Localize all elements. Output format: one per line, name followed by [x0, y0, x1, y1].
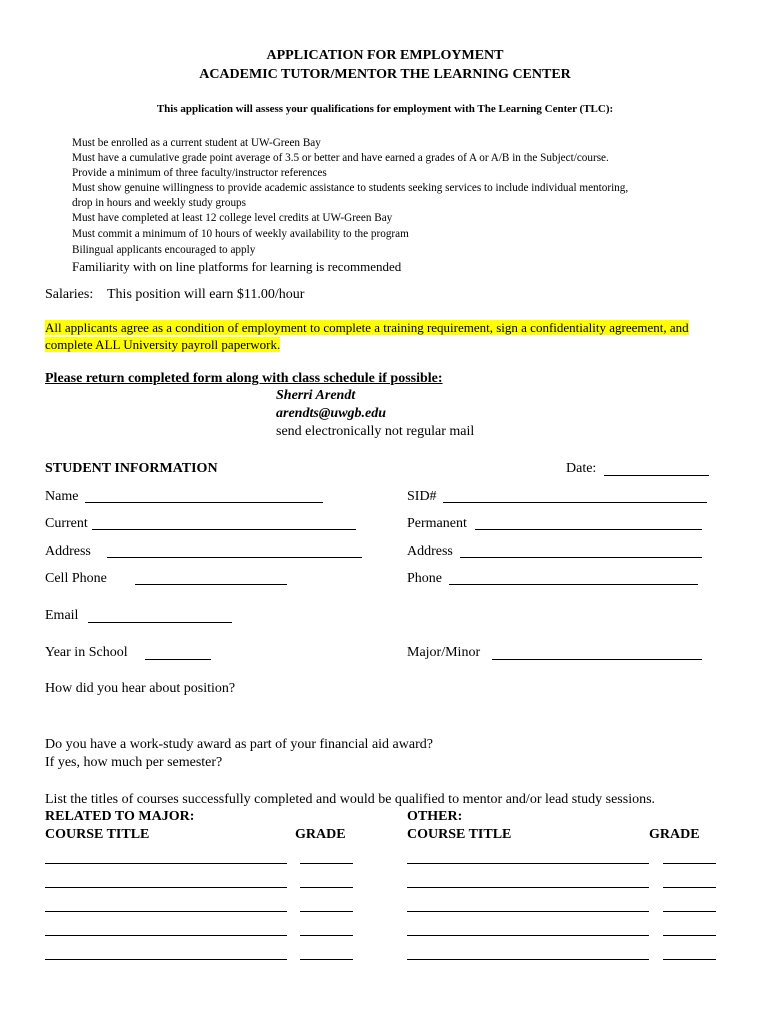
- other-grade-header: GRADE: [649, 827, 700, 842]
- form-title: APPLICATION FOR EMPLOYMENT: [266, 48, 504, 63]
- date-label: Date:: [566, 461, 597, 476]
- other-grade-field[interactable]: [663, 887, 716, 888]
- other-grade-field[interactable]: [663, 935, 716, 936]
- other-grade-field[interactable]: [663, 959, 716, 960]
- major-grade-field[interactable]: [300, 863, 353, 864]
- name-label: Name: [45, 489, 79, 504]
- notice-line: [45, 320, 689, 336]
- requirement-item: Must show genuine willingness to provide academic assistance to students seeking services to include individual mentoring,: [72, 182, 629, 194]
- cell-phone-field[interactable]: [135, 584, 287, 585]
- requirement-item: Must have completed at least 12 college level credits at UW-Green Bay: [72, 212, 393, 224]
- cell-phone-label: Cell Phone: [45, 571, 107, 586]
- requirement-item: Must commit a minimum of 10 hours of weekly availability to the program: [72, 228, 409, 240]
- form-subtitle: ACADEMIC TUTOR/MENTOR THE LEARNING CENTER: [199, 67, 571, 82]
- phone-label: Phone: [407, 571, 442, 586]
- contact-email: arendts@uwgb.edu: [276, 406, 387, 421]
- requirement-item: drop in hours and weekly study groups: [72, 197, 247, 209]
- major-course-title-field[interactable]: [45, 911, 287, 912]
- major-course-title-field[interactable]: [45, 959, 287, 960]
- permanent-address-field[interactable]: [460, 557, 702, 558]
- permanent-label: Permanent: [407, 516, 467, 531]
- major-grade-field[interactable]: [300, 935, 353, 936]
- work-study-question: Do you have a work-study award as part of your financial aid award?: [45, 737, 433, 752]
- major-minor-label: Major/Minor: [407, 645, 481, 660]
- major-course-title-field[interactable]: [45, 887, 287, 888]
- other-course-title-field[interactable]: [407, 935, 649, 936]
- phone-field[interactable]: [449, 584, 698, 585]
- email-field[interactable]: [88, 622, 232, 623]
- notice-text: All applicants agree as a condition of employment to complete a training requirement, sign a confidentiality agreement, and: [45, 320, 689, 335]
- requirement-item: Bilingual applicants encouraged to apply: [72, 244, 256, 256]
- other-course-title-header: COURSE TITLE: [407, 827, 512, 842]
- other-grade-field[interactable]: [663, 863, 716, 864]
- other-course-title-field[interactable]: [407, 959, 649, 960]
- major-grade-field[interactable]: [300, 887, 353, 888]
- year-in-school-label: Year in School: [45, 645, 128, 660]
- permanent-field[interactable]: [475, 529, 702, 530]
- other-course-title-field[interactable]: [407, 863, 649, 864]
- other-course-title-field[interactable]: [407, 911, 649, 912]
- permanent-address-label: Address: [407, 544, 453, 559]
- work-study-amount-question: If yes, how much per semester?: [45, 755, 223, 770]
- requirement-item: Provide a minimum of three faculty/instructor references: [72, 167, 327, 179]
- return-heading: Please return completed form along with class schedule if possible:: [45, 371, 443, 386]
- other-course-title-field[interactable]: [407, 887, 649, 888]
- major-courses-heading: RELATED TO MAJOR:: [45, 809, 195, 824]
- salary-text: This position will earn $11.00/hour: [107, 287, 305, 302]
- date-field[interactable]: [604, 475, 709, 476]
- year-in-school-field[interactable]: [145, 659, 211, 660]
- requirement-item: Must be enrolled as a current student at UW-Green Bay: [72, 137, 321, 149]
- notice-text: complete ALL University payroll paperwork.: [45, 337, 281, 352]
- current-label: Current: [45, 516, 88, 531]
- current-address-field[interactable]: [107, 557, 362, 558]
- major-minor-field[interactable]: [492, 659, 702, 660]
- name-field[interactable]: [85, 502, 323, 503]
- current-field[interactable]: [92, 529, 356, 530]
- email-label: Email: [45, 608, 79, 623]
- student-info-heading: STUDENT INFORMATION: [45, 461, 218, 476]
- courses-intro: List the titles of courses successfully completed and would be qualified to mentor and/or lead study sessions.: [45, 792, 656, 807]
- contact-name: Sherri Arendt: [276, 388, 356, 403]
- address-label: Address: [45, 544, 91, 559]
- hear-about-question: How did you hear about position?: [45, 681, 236, 696]
- sid-label: SID#: [407, 489, 437, 504]
- requirement-item: Familiarity with on line platforms for learning is recommended: [72, 259, 402, 274]
- major-course-title-header: COURSE TITLE: [45, 827, 150, 842]
- requirement-item: Must have a cumulative grade point average of 3.5 or better and have earned a grades of A or A/B in the Subject/course.: [72, 152, 609, 164]
- notice-line: [45, 337, 280, 353]
- major-grade-header: GRADE: [295, 827, 346, 842]
- major-course-title-field[interactable]: [45, 935, 287, 936]
- intro-text: This application will assess your qualifications for employment with The Learning Center (TLC):: [156, 103, 614, 115]
- return-note: send electronically not regular mail: [276, 424, 475, 439]
- major-course-title-field[interactable]: [45, 863, 287, 864]
- other-courses-heading: OTHER:: [407, 809, 463, 824]
- sid-field[interactable]: [443, 502, 707, 503]
- major-grade-field[interactable]: [300, 911, 353, 912]
- salary-label: Salaries:: [45, 287, 94, 302]
- other-grade-field[interactable]: [663, 911, 716, 912]
- major-grade-field[interactable]: [300, 959, 353, 960]
